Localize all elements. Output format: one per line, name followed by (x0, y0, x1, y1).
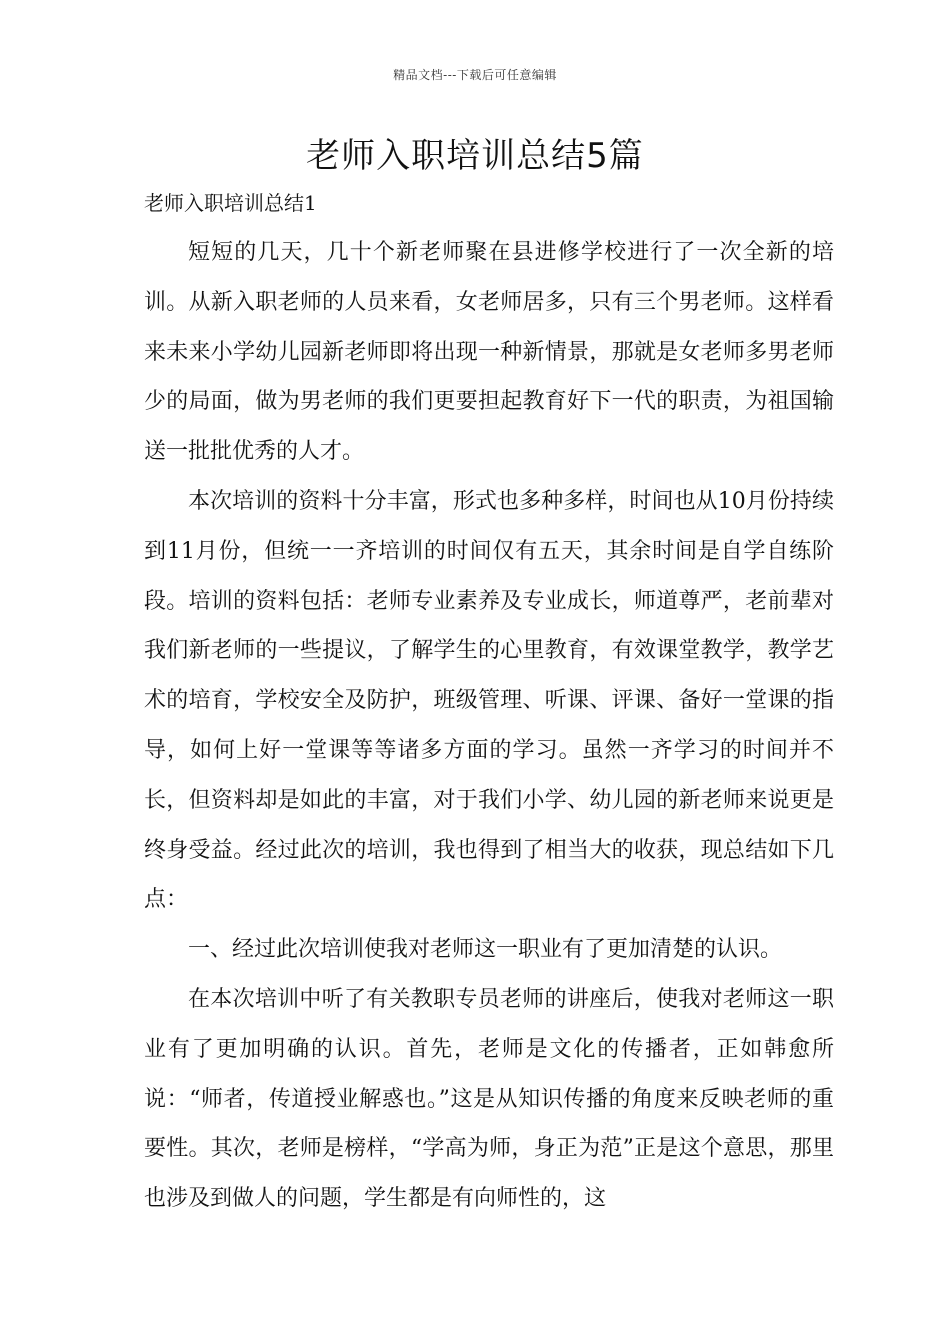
section-heading: 老师入职培训总结1 (144, 191, 317, 215)
paragraph-2: 本次培训的资料十分丰富，形式也多种多样，时间也从10月份持续到11月份，但统一一齐培训的时间仅有五天，其余时间是自学自练阶段。培训的资料包括：老师专业素养及专业成长，师道尊严，老前辈对我们新老师的一些提议，了解学生的心里教育，有效课堂教学，教学艺术的培育，学校安全及防护，班级管理、听课、评课、备好一堂课的指导，如何上好一堂课等等诸多方面的学习。虽然一齐学习的时间并不长，但资料却是如此的丰富，对于我们小学、幼儿园的新老师来说更是终身受益。经过此次的培训，我也得到了相当大的收获，现总结如下几点： (144, 488, 834, 913)
document-body (144, 228, 834, 1224)
paragraph-3: 一、经过此次培训使我对老师这一职业有了更加清楚的认识。 (188, 937, 783, 963)
paragraph-4: 在本次培训中听了有关教职专员老师的讲座后，使我对老师这一职业有了更加明确的认识。首先，老师是文化的传播者，正如韩愈所说：“师者，传道授业解惑也。”这是从知识传播的角度来反映老师的重要性。其次，老师是榜样，“学高为师，身正为范”正是这个意思，那里也涉及到做人的问题，学生都是有向师性的，这 (144, 986, 834, 1212)
document-title: 老师入职培训总结5篇 (306, 136, 644, 176)
header-note: 精品文档---下载后可任意编辑 (393, 68, 557, 82)
paragraph-1: 短短的几天，几十个新老师聚在县进修学校进行了一次全新的培训。从新入职老师的人员来看，女老师居多，只有三个男老师。这样看来未来小学幼儿园新老师即将出现一种新情景，那就是女老师多男老师少的局面，做为男老师的我们更要担起教育好下一代的职责，为祖国输送一批批优秀的人才。 (144, 240, 834, 465)
